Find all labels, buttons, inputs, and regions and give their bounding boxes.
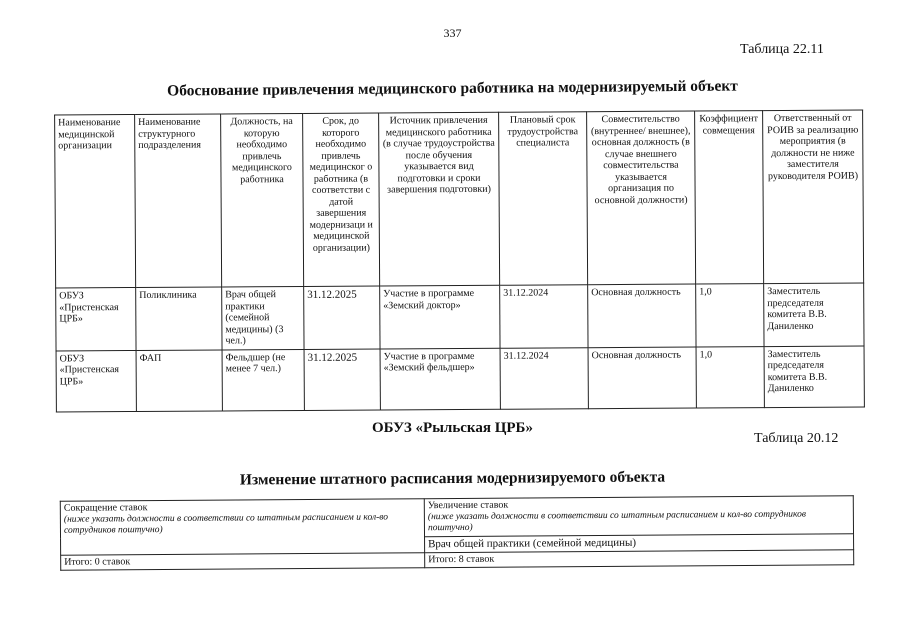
header-cell: Плановый срок трудоустройства специалиста [499, 112, 588, 286]
header-cell: Срок, до которого необходимо привлечь медицинског о работника (в соответстви с датой завершения модернизаци и медицинской организации) [303, 113, 380, 286]
table-cell: Заместитель председателя комитета В.В. Даниленко [764, 346, 864, 408]
header-cell: Должность, на которую необходимо привлечь медицинского работника [221, 113, 304, 286]
table-cell: Основная должность [588, 347, 696, 409]
table-cell: ОБУЗ «Пристенская ЦРБ» [56, 287, 136, 350]
justification-table [54, 110, 865, 412]
table-cell: Основная должность [588, 284, 696, 347]
reduction-note: (ниже указать должности в соответствии со штатным расписанием и кол-во сотрудников поштучно) [63, 512, 389, 537]
table-cell: Участие в программе «Земский фельдшер» [380, 348, 500, 410]
table-cell: 31.12.2025 [304, 286, 380, 349]
reduction-header-cell [60, 499, 424, 556]
table-cell: 1,0 [696, 284, 764, 347]
header-cell: Коэффициент совмещения [695, 111, 764, 284]
table-label: Таблица 22.11 [740, 42, 824, 57]
organization-title: ОБУЗ «Рыльская ЦРБ» [372, 420, 533, 436]
page-number: 337 [443, 26, 462, 40]
table-cell: ОБУЗ «Пристенская ЦРБ» [56, 350, 136, 411]
table-title: Обоснование привлечения медицинского работника на модернизируемый объект [167, 77, 738, 100]
increase-header-cell [424, 496, 853, 537]
table-cell: Поликлиника [136, 287, 222, 350]
increase-note: (ниже указать должности в соответствии со штатным расписанием и кол-во сотрудников поштучно) [427, 509, 807, 534]
table-cell: Фельдшер (не менее 7 чел.) [222, 349, 304, 410]
increase-item: Врач общей практики (семейной медицины) [425, 534, 854, 553]
table-cell: 1,0 [696, 346, 764, 407]
header-cell: Источник привлечения медицинского работника (в случае трудоустройства после обучения указывается вид подготовки и сроки завершения подготовки) [379, 112, 500, 286]
header-cell: Ответственный от РОИВ за реализацию мероприятия (в должности не ниже заместителя руководителя РОИВ) [763, 110, 864, 284]
table-cell: Заместитель председателя комитета В.В. Даниленко [764, 283, 864, 346]
reduction-header: Сокращение ставок [63, 502, 148, 514]
table-row [60, 496, 853, 539]
table-row [56, 283, 864, 350]
table-label: Таблица 20.12 [754, 431, 839, 446]
table-header-row [55, 110, 864, 288]
header-cell: Совместительство (внутреннее/ внешнее), основная должность (в случае внешнего совместительства указывается организация по основной должности) [587, 111, 696, 285]
table-cell: ФАП [136, 349, 222, 411]
table-cell: 31.12.2024 [500, 347, 588, 409]
increase-total: Итого: 8 ставок [425, 550, 854, 568]
staffing-change-table [60, 495, 854, 571]
table-cell: 31.12.2024 [500, 285, 588, 348]
increase-header: Увеличение ставок [427, 499, 509, 512]
header-cell: Наименование структурного подразделения [135, 114, 222, 288]
table-cell: 31.12.2025 [304, 348, 380, 409]
table-cell: Врач общей практики (семейной медицины) (3 чел.) [222, 286, 304, 349]
header-cell: Наименование медицинской организации [55, 114, 136, 287]
reduction-total: Итого: 0 ставок [61, 553, 425, 571]
table-title: Изменение штатного расписания модернизируемого объекта [239, 468, 666, 489]
table-cell: Участие в программе «Земский доктор» [380, 285, 500, 348]
table-row [56, 346, 864, 412]
